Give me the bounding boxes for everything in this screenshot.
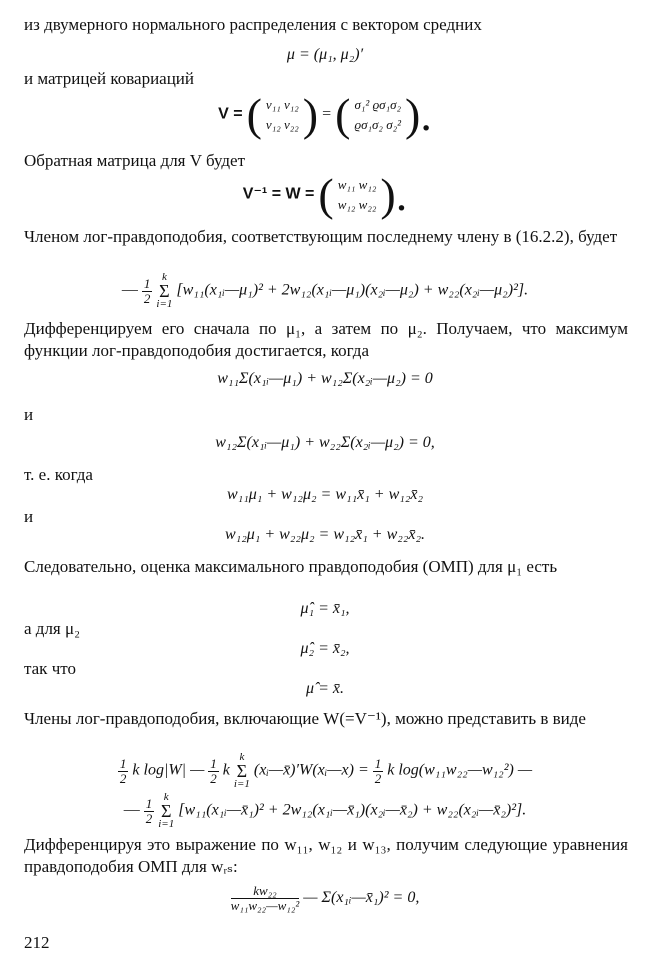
formula-loglik-w-cont: — $\frac{1}{2}$ k Σ i=1 [w₁₁(x₁ᵢ—x̄₁)² + 2w₁₂(x₁ᵢ—x̄₁)(x₂ᵢ—x̄₂) + w₂₂(x₂ᵢ—x̄₂)²]. (123, 791, 527, 830)
paragraph: и матрицей ковариаций (24, 69, 194, 88)
formula-loglik-term: — $\frac{1}{2}$ k Σ i=1 [w₁₁(x₁ᵢ—μ₁)² + 2w₁₂(x₁ᵢ—μ₁)(x₂ᵢ—μ₂) + w₂₂(x₂ᵢ—μ₂)²]. (121, 271, 529, 310)
paragraph: Дифференцируя это выражение по w₁₁, w₁₂ и w₁₃, получим следующие уравнения правдоподобия ОМП для wᵣₛ: (24, 835, 628, 876)
formula-mean-vector: μ = (μ₁, μ₂)′ (286, 46, 364, 63)
paragraph: Дифференцируем его сначала по μ₁, а затем по μ₂. Получаем, что максимум функции лог-правдоподобия достигается, когда (24, 319, 628, 360)
matrix-w: w₁₁ w₁₂ w₁₂ w₂₂ (337, 177, 377, 212)
formula-covariance-matrix: V = ( v₁₁ v₁₂ v₁₂ v₂₂ ) = ( σ₁² ϱσ₁σ₂ ϱσ₁σ₂ σ₂² ). (218, 89, 432, 140)
formula-eq1: w₁₁Σ(x₁ᵢ—μ₁) + w₁₂Σ(x₂ᵢ—μ₂) = 0 (217, 370, 433, 387)
formula-mu-hat: μ̂ = x̄. (306, 680, 344, 697)
formula-mu1-hat: μ̂₁ = x̄₁, (300, 600, 350, 617)
formula-mu2-hat: μ̂₂ = x̄₂, (300, 640, 350, 657)
paragraph: а для μ₂ (24, 619, 81, 638)
formula-eq4: w₁₂μ₁ + w₂₂μ₂ = w₁₂x̄₁ + w₂₂x̄₂. (224, 526, 426, 543)
paragraph: Обратная матрица для V будет (24, 151, 246, 170)
paragraph: и (24, 507, 34, 526)
matrix-sigma: σ₁² ϱσ₁σ₂ ϱσ₁σ₂ σ₂² (354, 97, 402, 132)
formula-ml-equation: $\frac{\text{kw₂₂}}{\text{w₁₁w₂₂—w₁₂²}}$ — Σ(x₁ᵢ—x̄₁)² = 0, (230, 883, 420, 913)
formula-eq3: w₁₁μ₁ + w₁₂μ₂ = w₁₁x̄₁ + w₁₂x̄₂ (226, 486, 424, 503)
matrix-v: v₁₁ v₁₂ v₁₂ v₂₂ (265, 97, 299, 132)
formula-loglik-w: $\frac{1}{2}$ k log|W| — $\frac{1}{2}$ k k Σ i=1 (xᵢ—x̄)′W(xᵢ—x) = $\frac{1}{2}$ k log(w₁₁w₂₂—w₁₂²) — (119, 751, 533, 790)
page-number: 212 (24, 933, 50, 952)
paragraph: так что (24, 659, 76, 678)
paragraph: и (24, 405, 34, 424)
formula-inverse-matrix: V⁻¹ = W = ( w₁₁ w₁₂ w₁₂ w₂₂ ). (242, 169, 408, 220)
formula-eq2: w₁₂Σ(x₁ᵢ—μ₁) + w₂₂Σ(x₂ᵢ—μ₂) = 0, (215, 434, 435, 451)
paragraph: из двумерного нормального распределения с вектором средних (24, 15, 482, 34)
paragraph: Следовательно, оценка максимального правдоподобия (ОМП) для μ₁ есть (24, 557, 558, 576)
paragraph: Члены лог-правдоподобия, включающие W(=V⁻¹), можно представить в виде (24, 709, 586, 728)
paragraph: Членом лог-правдоподобия, соответствующим последнему члену в (16.2.2), будет (24, 227, 618, 246)
paragraph: т. е. когда (24, 465, 93, 484)
